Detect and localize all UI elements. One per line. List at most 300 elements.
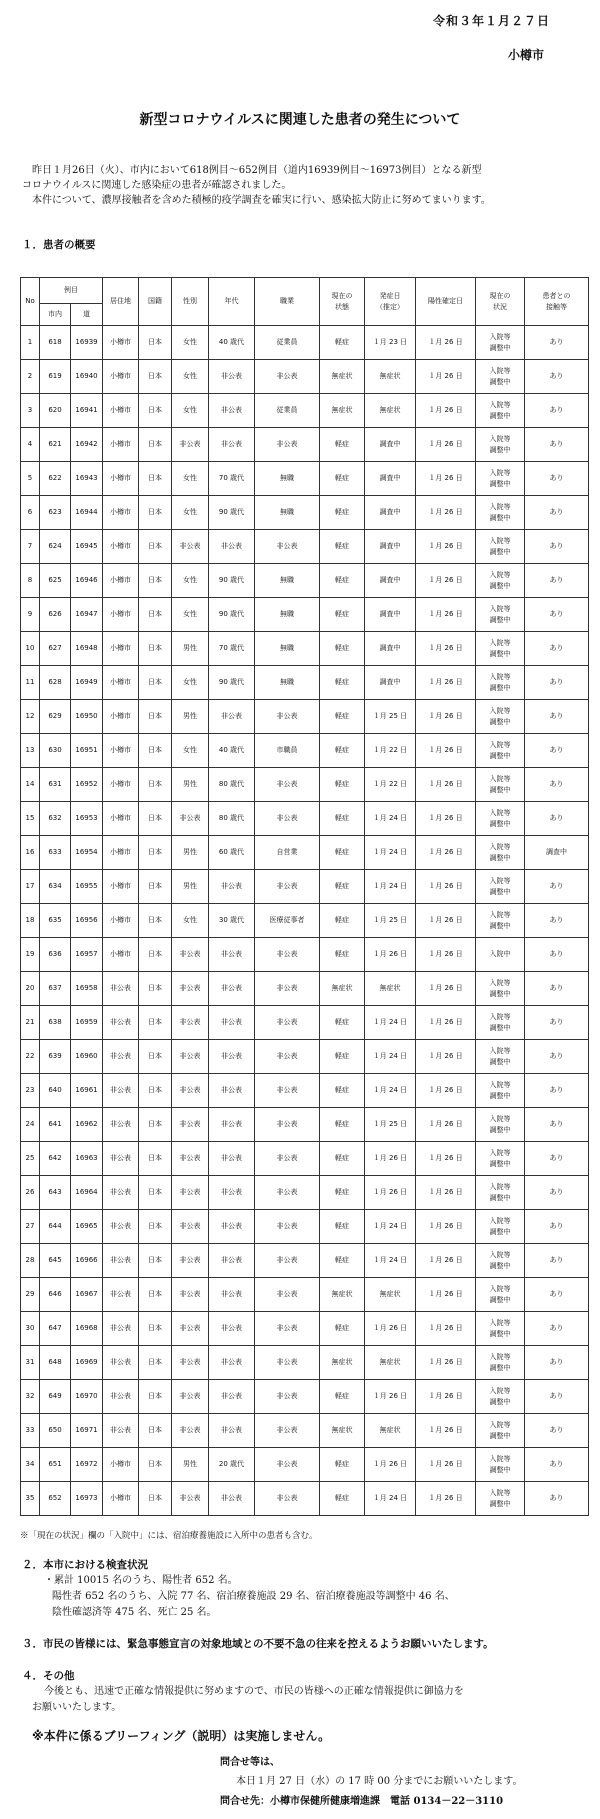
cell-nationality: 日本 [139,530,172,564]
cell-contact: 調査中 [525,836,589,870]
cell-sex: 非公表 [172,972,209,1006]
cell-job: 市職員 [255,734,320,768]
table-row [21,1176,589,1210]
cell-contact: あり [525,870,589,904]
contact-line-2: 本日１月 27 日（水）の 17 時 00 分までにお願いいたします。 [236,1776,523,1787]
cell-nationality: 日本 [139,836,172,870]
header-contact-line1: 患者との [542,291,571,300]
cell-row-no: 7 [21,530,40,564]
cell-row-no: 20 [21,972,40,1006]
cell-nationality: 日本 [139,700,172,734]
cell-positive-date: １月 26 日 [416,1040,476,1074]
cell-status: 入院等 調整中 [476,326,525,360]
cell-residence: 非公表 [103,1278,139,1312]
cell-sex: 男性 [172,870,209,904]
cell-onset: 無症状 [365,394,416,428]
cell-city-no: 644 [40,1210,71,1244]
cell-age: 60 歳代 [209,836,255,870]
cell-job: 非公表 [255,802,320,836]
cell-row-no: 27 [21,1210,40,1244]
cell-status: 入院等 調整中 [476,1176,525,1210]
cell-condition: 軽症 [320,530,365,564]
table-row [21,700,589,734]
table-row [21,1074,589,1108]
cell-nationality: 日本 [139,428,172,462]
cell-job: 非公表 [255,1244,320,1278]
cell-residence: 小樽市 [103,632,139,666]
cell-residence: 小樽市 [103,462,139,496]
cell-contact: あり [525,1312,589,1346]
cell-onset: １月 26 日 [365,1380,416,1414]
cell-status: 入院等 調整中 [476,1414,525,1448]
cell-city-no: 626 [40,598,71,632]
cell-onset: １月 24 日 [365,802,416,836]
cell-pref-no: 16966 [71,1244,103,1278]
table-row [21,394,589,428]
cell-sex: 女性 [172,496,209,530]
cell-condition: 軽症 [320,904,365,938]
cell-residence: 非公表 [103,1244,139,1278]
cell-row-no: 14 [21,768,40,802]
table-row [21,530,589,564]
header-status-line1: 現在の [489,291,511,300]
header-contact [525,278,589,326]
cell-nationality: 日本 [139,1380,172,1414]
cell-row-no: 28 [21,1244,40,1278]
cell-pref-no: 16939 [71,326,103,360]
cell-row-no: 19 [21,938,40,972]
cell-contact: あり [525,734,589,768]
cell-contact: あり [525,1006,589,1040]
cell-onset: １月 24 日 [365,1074,416,1108]
cell-nationality: 日本 [139,666,172,700]
cell-condition: 軽症 [320,1108,365,1142]
cell-nationality: 日本 [139,870,172,904]
cell-city-no: 649 [40,1380,71,1414]
cell-nationality: 日本 [139,938,172,972]
header-status-line2: 状況 [493,302,507,311]
cell-age: 非公表 [209,1414,255,1448]
cell-positive-date: １月 26 日 [416,1142,476,1176]
cell-pref-no: 16948 [71,632,103,666]
cell-contact: あり [525,1244,589,1278]
table-row [21,802,589,836]
cell-condition: 軽症 [320,1448,365,1482]
cell-age: 非公表 [209,1346,255,1380]
cell-nationality: 日本 [139,1040,172,1074]
cell-status: 入院等 調整中 [476,1482,525,1516]
cell-pref-no: 16973 [71,1482,103,1516]
cell-job: 非公表 [255,1482,320,1516]
cell-residence: 非公表 [103,1312,139,1346]
cell-condition: 軽症 [320,462,365,496]
cell-row-no: 31 [21,1346,40,1380]
cell-city-no: 625 [40,564,71,598]
cell-row-no: 21 [21,1006,40,1040]
header-status [476,278,525,326]
cell-sex: 非公表 [172,1244,209,1278]
cell-positive-date: １月 26 日 [416,1210,476,1244]
cell-residence: 小樽市 [103,598,139,632]
cell-pref-no: 16959 [71,1006,103,1040]
cell-pref-no: 16972 [71,1448,103,1482]
cell-residence: 小樽市 [103,360,139,394]
cell-sex: 男性 [172,700,209,734]
cell-residence: 小樽市 [103,1482,139,1516]
cell-residence: 小樽市 [103,530,139,564]
cell-sex: 非公表 [172,1482,209,1516]
table-row [21,1278,589,1312]
cell-row-no: 10 [21,632,40,666]
cell-pref-no: 16969 [71,1346,103,1380]
cell-job: 非公表 [255,972,320,1006]
cell-city-no: 635 [40,904,71,938]
cell-condition: 軽症 [320,1244,365,1278]
cell-pref-no: 16951 [71,734,103,768]
table-row [21,1108,589,1142]
cell-contact: あり [525,904,589,938]
cell-status: 入院等 調整中 [476,1210,525,1244]
cell-pref-no: 16949 [71,666,103,700]
cell-status: 入院等 調整中 [476,360,525,394]
cell-age: 90 歳代 [209,598,255,632]
cell-city-no: 629 [40,700,71,734]
header-positive-date: 陽性確定日 [416,278,476,326]
cell-city-no: 637 [40,972,71,1006]
cell-pref-no: 16956 [71,904,103,938]
cell-status: 入院等 調整中 [476,632,525,666]
cell-nationality: 日本 [139,564,172,598]
document-date: 令和３年１月２７日 [433,14,551,28]
cell-contact: あり [525,360,589,394]
cell-job: 無職 [255,564,320,598]
cell-row-no: 34 [21,1448,40,1482]
cell-onset: 調査中 [365,666,416,700]
cell-residence: 小樽市 [103,938,139,972]
cell-status: 入院等 調整中 [476,394,525,428]
cell-residence: 小樽市 [103,496,139,530]
cell-pref-no: 16944 [71,496,103,530]
cell-contact: あり [525,632,589,666]
cell-residence: 非公表 [103,1176,139,1210]
cell-contact: あり [525,1414,589,1448]
cell-condition: 軽症 [320,666,365,700]
cell-status: 入院等 調整中 [476,1380,525,1414]
table-row [21,1006,589,1040]
cell-row-no: 35 [21,1482,40,1516]
cell-condition: 軽症 [320,1482,365,1516]
section-2-line-3: 陰性確認済等 475 名、死亡 25 名。 [52,1607,217,1618]
cell-onset: 調査中 [365,632,416,666]
cell-status: 入院等 調整中 [476,1040,525,1074]
cell-city-no: 640 [40,1074,71,1108]
cell-city-no: 618 [40,326,71,360]
cell-condition: 軽症 [320,632,365,666]
section-2-line-1: ・累計 10015 名のうち、陽性者 652 名。 [44,1575,238,1586]
section-3-heading: ３．市民の皆様には、緊急事態宣言の対象地域との不要不急の往来を控えるようお願いいたします。 [22,1638,494,1650]
cell-row-no: 26 [21,1176,40,1210]
cell-city-no: 634 [40,870,71,904]
cell-job: 非公表 [255,1312,320,1346]
cell-sex: 女性 [172,904,209,938]
cell-city-no: 630 [40,734,71,768]
cell-sex: 非公表 [172,1346,209,1380]
table-row [21,326,589,360]
table-footnote: ※「現在の状況」欄の「入院中」には、宿泊療養施設に入所中の患者も含む。 [20,1531,318,1541]
section-2-line-2: 陽性者 652 名のうち、入院 77 名、宿泊療養施設 29 名、宿泊療養施設等調整中 46 名、 [52,1591,455,1602]
cell-city-no: 620 [40,394,71,428]
cell-job: 非公表 [255,1176,320,1210]
table-row [21,1312,589,1346]
cell-condition: 軽症 [320,598,365,632]
cell-positive-date: １月 26 日 [416,1074,476,1108]
cell-contact: あり [525,1278,589,1312]
cell-pref-no: 16958 [71,972,103,1006]
cell-row-no: 4 [21,428,40,462]
table-row [21,904,589,938]
cell-status: 入院等 調整中 [476,1074,525,1108]
cell-positive-date: １月 26 日 [416,496,476,530]
cell-sex: 女性 [172,734,209,768]
cell-onset: 調査中 [365,428,416,462]
cell-sex: 非公表 [172,1176,209,1210]
cell-nationality: 日本 [139,768,172,802]
cell-condition: 軽症 [320,870,365,904]
cell-sex: 非公表 [172,1312,209,1346]
cell-nationality: 日本 [139,904,172,938]
cell-contact: あり [525,1142,589,1176]
cell-onset: 調査中 [365,598,416,632]
cell-contact: あり [525,938,589,972]
contact-line-3: 問合せ先：小樽市保健所健康増進課 電話 0134－22－3110 [220,1796,504,1807]
cell-job: 非公表 [255,1210,320,1244]
cell-city-no: 628 [40,666,71,700]
patient-table [20,277,589,1516]
cell-age: 非公表 [209,1176,255,1210]
cell-sex: 女性 [172,394,209,428]
section-1-heading: １．患者の概要 [22,239,96,251]
cell-nationality: 日本 [139,734,172,768]
cell-condition: 軽症 [320,1176,365,1210]
table-row [21,972,589,1006]
table-row [21,836,589,870]
cell-status: 入院等 調整中 [476,972,525,1006]
header-sex: 性別 [172,278,209,326]
cell-residence: 小樽市 [103,666,139,700]
cell-row-no: 1 [21,326,40,360]
cell-age: 80 歳代 [209,768,255,802]
cell-contact: あり [525,1448,589,1482]
cell-condition: 軽症 [320,1006,365,1040]
header-job: 職業 [255,278,320,326]
table-row [21,666,589,700]
cell-row-no: 24 [21,1108,40,1142]
cell-positive-date: １月 26 日 [416,938,476,972]
cell-pref-no: 16954 [71,836,103,870]
cell-positive-date: １月 26 日 [416,1414,476,1448]
cell-condition: 無症状 [320,1414,365,1448]
cell-age: 80 歳代 [209,802,255,836]
cell-residence: 非公表 [103,972,139,1006]
header-nationality: 国籍 [139,278,172,326]
cell-age: 非公表 [209,1210,255,1244]
cell-nationality: 日本 [139,462,172,496]
cell-condition: 無症状 [320,972,365,1006]
header-condition-line1: 現在の [331,291,353,300]
cell-status: 入院等 調整中 [476,836,525,870]
cell-sex: 非公表 [172,938,209,972]
cell-job: 無職 [255,496,320,530]
cell-city-no: 632 [40,802,71,836]
intro-line-1: 昨日１月26日（火）、市内において618例目～652例目（道内16939例目～16973例目）となる新型 [32,165,482,176]
cell-positive-date: １月 26 日 [416,666,476,700]
header-contact-line2: 接触等 [546,302,567,311]
cell-age: 70 歳代 [209,632,255,666]
table-row [21,360,589,394]
cell-onset: １月 24 日 [365,836,416,870]
cell-job: 非公表 [255,1108,320,1142]
cell-pref-no: 16947 [71,598,103,632]
cell-city-no: 623 [40,496,71,530]
cell-contact: あり [525,496,589,530]
cell-contact: あり [525,768,589,802]
issuer-city: 小樽市 [508,48,545,62]
cell-onset: １月 24 日 [365,1006,416,1040]
cell-onset: 無症状 [365,360,416,394]
cell-job: 非公表 [255,1278,320,1312]
cell-sex: 非公表 [172,1142,209,1176]
header-onset [365,278,416,326]
cell-status: 入院等 調整中 [476,768,525,802]
cell-job: 非公表 [255,1074,320,1108]
table-row [21,1380,589,1414]
cell-nationality: 日本 [139,632,172,666]
cell-row-no: 16 [21,836,40,870]
cell-contact: あり [525,530,589,564]
cell-contact: あり [525,972,589,1006]
cell-city-no: 650 [40,1414,71,1448]
cell-sex: 男性 [172,768,209,802]
cell-positive-date: １月 26 日 [416,326,476,360]
cell-residence: 非公表 [103,1414,139,1448]
cell-onset: 調査中 [365,496,416,530]
cell-pref-no: 16940 [71,360,103,394]
cell-pref-no: 16953 [71,802,103,836]
cell-contact: あり [525,1040,589,1074]
cell-pref-no: 16960 [71,1040,103,1074]
cell-sex: 女性 [172,666,209,700]
cell-condition: 軽症 [320,700,365,734]
cell-onset: １月 24 日 [365,870,416,904]
cell-job: 非公表 [255,1346,320,1380]
cell-row-no: 25 [21,1142,40,1176]
cell-city-no: 646 [40,1278,71,1312]
cell-onset: １月 24 日 [365,1244,416,1278]
cell-positive-date: １月 26 日 [416,1482,476,1516]
cell-status: 入院等 調整中 [476,1312,525,1346]
cell-row-no: 30 [21,1312,40,1346]
cell-contact: あり [525,394,589,428]
cell-positive-date: １月 26 日 [416,1380,476,1414]
cell-positive-date: １月 26 日 [416,598,476,632]
section-2-heading: ２．本市における検査状況 [22,1559,148,1571]
cell-status: 入院等 調整中 [476,530,525,564]
cell-condition: 軽症 [320,1074,365,1108]
cell-onset: 調査中 [365,564,416,598]
cell-onset: 調査中 [365,462,416,496]
cell-nationality: 日本 [139,1448,172,1482]
cell-sex: 男性 [172,836,209,870]
cell-row-no: 6 [21,496,40,530]
cell-nationality: 日本 [139,1278,172,1312]
cell-condition: 軽症 [320,1142,365,1176]
cell-contact: あり [525,1380,589,1414]
cell-city-no: 627 [40,632,71,666]
cell-row-no: 17 [21,870,40,904]
cell-status: 入院等 調整中 [476,802,525,836]
cell-job: 非公表 [255,360,320,394]
cell-positive-date: １月 26 日 [416,632,476,666]
section-4-line-2: お願いいたします。 [32,1702,122,1713]
cell-city-no: 642 [40,1142,71,1176]
cell-onset: １月 25 日 [365,904,416,938]
cell-job: 非公表 [255,768,320,802]
cell-row-no: 5 [21,462,40,496]
intro-line-3: 本件について、濃厚接触者を含めた積極的疫学調査を確実に行い、感染拡大防止に努めてまいります。 [32,195,491,206]
cell-positive-date: １月 26 日 [416,700,476,734]
table-row [21,938,589,972]
cell-city-no: 633 [40,836,71,870]
cell-sex: 女性 [172,360,209,394]
cell-sex: 非公表 [172,1210,209,1244]
header-example: 例目 [40,278,103,304]
cell-condition: 軽症 [320,802,365,836]
cell-condition: 無症状 [320,1278,365,1312]
cell-nationality: 日本 [139,1176,172,1210]
cell-age: 非公表 [209,1108,255,1142]
cell-condition: 軽症 [320,734,365,768]
cell-residence: 小樽市 [103,1448,139,1482]
cell-pref-no: 16943 [71,462,103,496]
cell-sex: 非公表 [172,1006,209,1040]
cell-nationality: 日本 [139,1312,172,1346]
cell-row-no: 9 [21,598,40,632]
cell-row-no: 33 [21,1414,40,1448]
cell-onset: 無症状 [365,1346,416,1380]
cell-onset: 調査中 [365,530,416,564]
table-row [21,428,589,462]
cell-sex: 男性 [172,1448,209,1482]
cell-positive-date: １月 26 日 [416,836,476,870]
cell-nationality: 日本 [139,598,172,632]
cell-pref-no: 16962 [71,1108,103,1142]
table-row [21,1040,589,1074]
cell-age: 非公表 [209,1142,255,1176]
cell-contact: あり [525,802,589,836]
cell-onset: １月 22 日 [365,734,416,768]
cell-nationality: 日本 [139,972,172,1006]
cell-nationality: 日本 [139,394,172,428]
cell-residence: 非公表 [103,1108,139,1142]
cell-positive-date: １月 26 日 [416,462,476,496]
cell-positive-date: １月 26 日 [416,768,476,802]
table-row [21,1210,589,1244]
cell-onset: １月 22 日 [365,768,416,802]
briefing-notice: ※本件に係るブリーフィング（説明）は実施しません。 [32,1729,331,1743]
cell-pref-no: 16970 [71,1380,103,1414]
header-no: No [21,278,40,326]
table-row [21,1346,589,1380]
